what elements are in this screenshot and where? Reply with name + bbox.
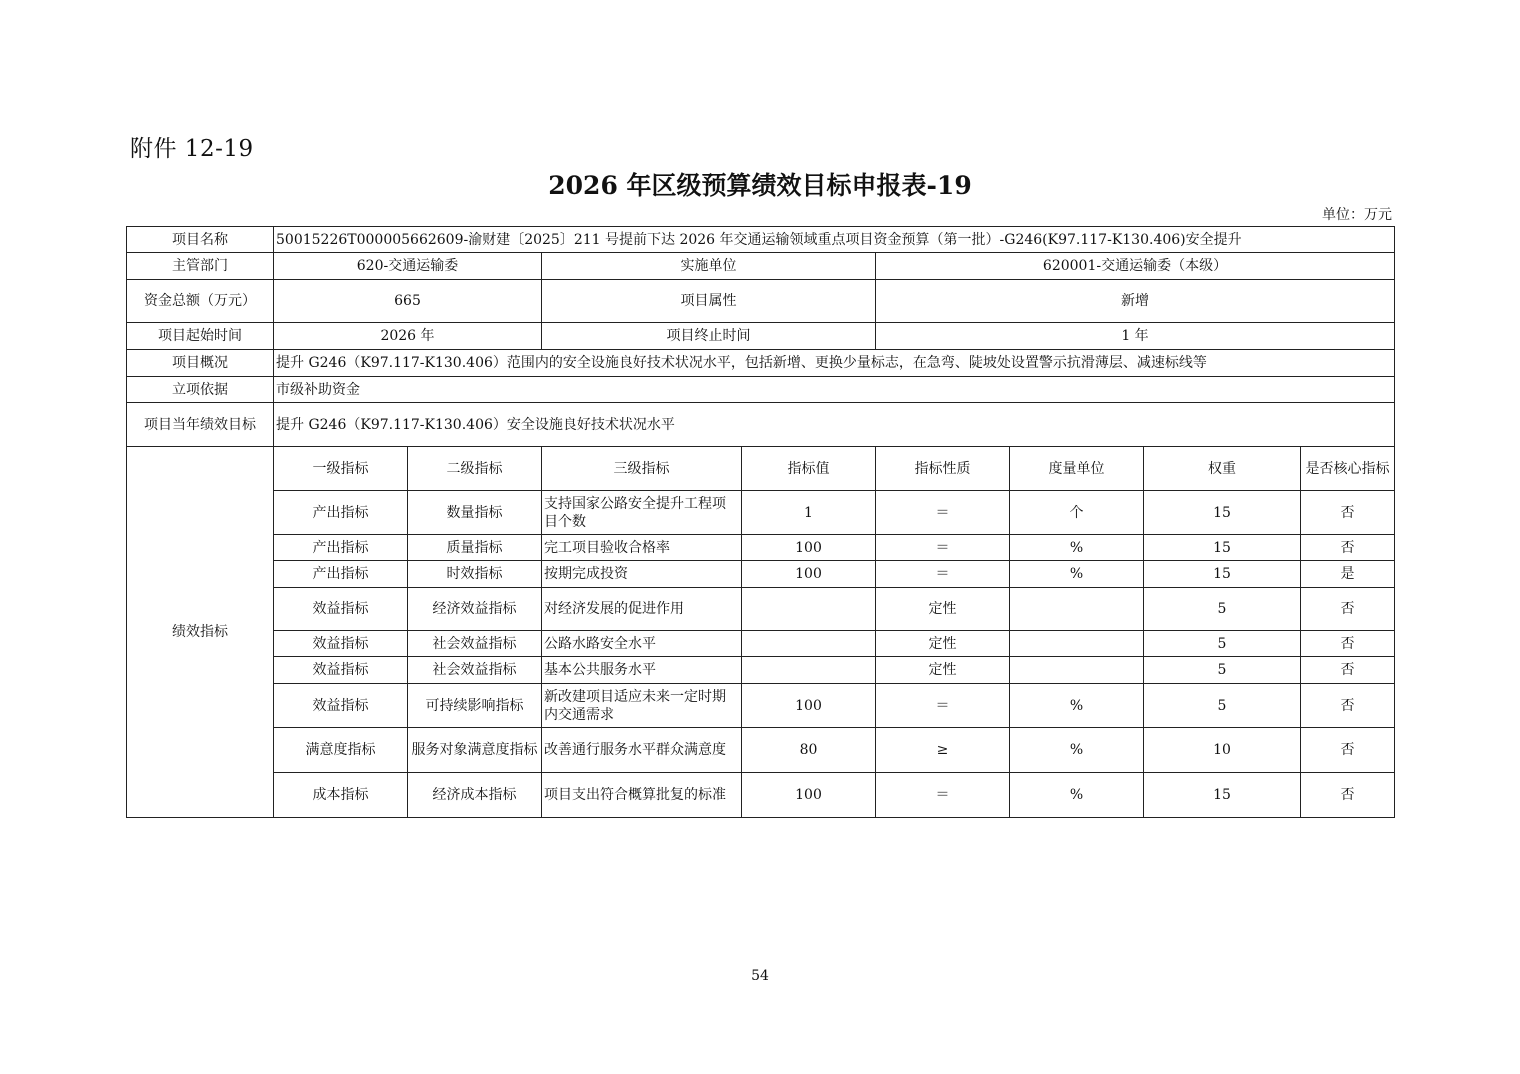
indicator-nature: ＝ xyxy=(876,491,1010,535)
indicator-level1: 产出指标 xyxy=(274,535,408,561)
row-goal xyxy=(127,403,1395,447)
indicator-nature: ＝ xyxy=(876,561,1010,588)
unit-label: 单位：万元 xyxy=(1322,207,1392,223)
perf-header-row xyxy=(127,447,1395,491)
overview-value: 提升 G246（K97.117-K130.406）范围内的安全设施良好技术状况水平，包括新增、更换少量标志，在急弯、陡坡处设置警示抗滑薄层、减速标线等 xyxy=(274,350,1395,377)
header-weight: 权重 xyxy=(1144,447,1301,491)
indicator-nature: ＝ xyxy=(876,684,1010,728)
table-row xyxy=(127,728,1395,773)
indicator-level2: 经济成本指标 xyxy=(408,773,542,818)
indicator-nature: ＝ xyxy=(876,773,1010,818)
indicator-nature: 定性 xyxy=(876,657,1010,684)
attr-value: 新增 xyxy=(876,280,1395,323)
row-fund xyxy=(127,280,1395,323)
header-nature: 指标性质 xyxy=(876,447,1010,491)
header-l1: 一级指标 xyxy=(274,447,408,491)
indicator-level3: 新改建项目适应未来一定时期内交通需求 xyxy=(542,684,742,728)
header-core: 是否核心指标 xyxy=(1301,447,1395,491)
end-label: 项目终止时间 xyxy=(542,323,876,350)
indicator-weight: 10 xyxy=(1144,728,1301,773)
page-title: 2026 年区级预算绩效目标申报表-19 xyxy=(548,171,972,200)
indicator-level3: 公路水路安全水平 xyxy=(542,631,742,657)
indicator-level2: 质量指标 xyxy=(408,535,542,561)
header-l2: 二级指标 xyxy=(408,447,542,491)
header-unit: 度量单位 xyxy=(1010,447,1144,491)
goal-value: 提升 G246（K97.117-K130.406）安全设施良好技术状况水平 xyxy=(274,403,1395,447)
indicator-core: 是 xyxy=(1301,561,1395,588)
indicator-core: 否 xyxy=(1301,491,1395,535)
indicator-weight: 5 xyxy=(1144,588,1301,631)
indicator-weight: 5 xyxy=(1144,631,1301,657)
indicator-nature: 定性 xyxy=(876,588,1010,631)
table-row xyxy=(127,684,1395,728)
perf-label: 绩效指标 xyxy=(127,447,274,818)
indicator-level3: 项目支出符合概算批复的标准 xyxy=(542,773,742,818)
indicator-weight: 15 xyxy=(1144,535,1301,561)
indicator-value xyxy=(742,588,876,631)
budget-performance-table xyxy=(126,226,1395,818)
page-number: 54 xyxy=(751,968,769,984)
indicator-level2: 时效指标 xyxy=(408,561,542,588)
indicator-level1: 满意度指标 xyxy=(274,728,408,773)
indicator-value: 80 xyxy=(742,728,876,773)
indicator-unit xyxy=(1010,588,1144,631)
indicator-weight: 5 xyxy=(1144,684,1301,728)
indicator-level2: 数量指标 xyxy=(408,491,542,535)
start-value: 2026 年 xyxy=(274,323,542,350)
table-row xyxy=(127,588,1395,631)
row-dept xyxy=(127,253,1395,280)
indicator-level3: 改善通行服务水平群众满意度 xyxy=(542,728,742,773)
indicator-weight: 15 xyxy=(1144,491,1301,535)
indicator-level1: 产出指标 xyxy=(274,491,408,535)
indicator-level1: 效益指标 xyxy=(274,657,408,684)
indicator-weight: 5 xyxy=(1144,657,1301,684)
indicator-value: 100 xyxy=(742,561,876,588)
indicator-unit: % xyxy=(1010,728,1144,773)
goal-label: 项目当年绩效目标 xyxy=(127,403,274,447)
indicator-core: 否 xyxy=(1301,588,1395,631)
row-project-name xyxy=(127,227,1395,253)
project-name-label: 项目名称 xyxy=(127,227,274,253)
indicator-level2: 社会效益指标 xyxy=(408,631,542,657)
end-value: 1 年 xyxy=(876,323,1395,350)
header-l3: 三级指标 xyxy=(542,447,742,491)
table-row xyxy=(127,773,1395,818)
basis-value: 市级补助资金 xyxy=(274,377,1395,403)
indicator-core: 否 xyxy=(1301,535,1395,561)
indicator-level3: 支持国家公路安全提升工程项目个数 xyxy=(542,491,742,535)
attachment-label: 附件 12-19 xyxy=(130,136,254,162)
indicator-value: 1 xyxy=(742,491,876,535)
header-value: 指标值 xyxy=(742,447,876,491)
indicator-level1: 效益指标 xyxy=(274,684,408,728)
table-row xyxy=(127,657,1395,684)
indicator-weight: 15 xyxy=(1144,773,1301,818)
indicator-weight: 15 xyxy=(1144,561,1301,588)
dept-label: 主管部门 xyxy=(127,253,274,280)
indicator-nature: ≥ xyxy=(876,728,1010,773)
indicator-value xyxy=(742,657,876,684)
table-row xyxy=(127,491,1395,535)
fund-value: 665 xyxy=(274,280,542,323)
row-overview xyxy=(127,350,1395,377)
indicator-unit xyxy=(1010,631,1144,657)
dept-value: 620-交通运输委 xyxy=(274,253,542,280)
indicator-core: 否 xyxy=(1301,728,1395,773)
indicator-level3: 完工项目验收合格率 xyxy=(542,535,742,561)
indicator-level1: 效益指标 xyxy=(274,631,408,657)
impl-label: 实施单位 xyxy=(542,253,876,280)
indicator-level1: 成本指标 xyxy=(274,773,408,818)
indicator-unit xyxy=(1010,657,1144,684)
indicator-value: 100 xyxy=(742,535,876,561)
indicator-level2: 社会效益指标 xyxy=(408,657,542,684)
table-row xyxy=(127,561,1395,588)
indicator-level3: 基本公共服务水平 xyxy=(542,657,742,684)
indicator-core: 否 xyxy=(1301,657,1395,684)
table-row xyxy=(127,631,1395,657)
indicator-level2: 服务对象满意度指标 xyxy=(408,728,542,773)
row-basis xyxy=(127,377,1395,403)
indicator-level3: 对经济发展的促进作用 xyxy=(542,588,742,631)
project-name-value: 50015226T000005662609-渝财建〔2025〕211 号提前下达 2026 年交通运输领域重点项目资金预算（第一批）-G246(K97.117-K130.406)安全提升 xyxy=(274,227,1395,253)
indicator-core: 否 xyxy=(1301,631,1395,657)
indicator-unit: % xyxy=(1010,684,1144,728)
table-row xyxy=(127,535,1395,561)
indicator-unit: 个 xyxy=(1010,491,1144,535)
indicator-value: 100 xyxy=(742,684,876,728)
basis-label: 立项依据 xyxy=(127,377,274,403)
indicator-unit: % xyxy=(1010,561,1144,588)
attr-label: 项目属性 xyxy=(542,280,876,323)
indicator-level2: 经济效益指标 xyxy=(408,588,542,631)
indicator-level2: 可持续影响指标 xyxy=(408,684,542,728)
indicator-core: 否 xyxy=(1301,684,1395,728)
start-label: 项目起始时间 xyxy=(127,323,274,350)
indicator-core: 否 xyxy=(1301,773,1395,818)
row-dates xyxy=(127,323,1395,350)
indicator-level1: 效益指标 xyxy=(274,588,408,631)
indicator-unit: % xyxy=(1010,773,1144,818)
indicator-value xyxy=(742,631,876,657)
indicator-nature: 定性 xyxy=(876,631,1010,657)
indicator-level3: 按期完成投资 xyxy=(542,561,742,588)
overview-label: 项目概况 xyxy=(127,350,274,377)
indicator-unit: % xyxy=(1010,535,1144,561)
indicator-value: 100 xyxy=(742,773,876,818)
indicator-level1: 产出指标 xyxy=(274,561,408,588)
impl-value: 620001-交通运输委（本级） xyxy=(876,253,1395,280)
indicator-nature: ＝ xyxy=(876,535,1010,561)
fund-label: 资金总额（万元） xyxy=(127,280,274,323)
